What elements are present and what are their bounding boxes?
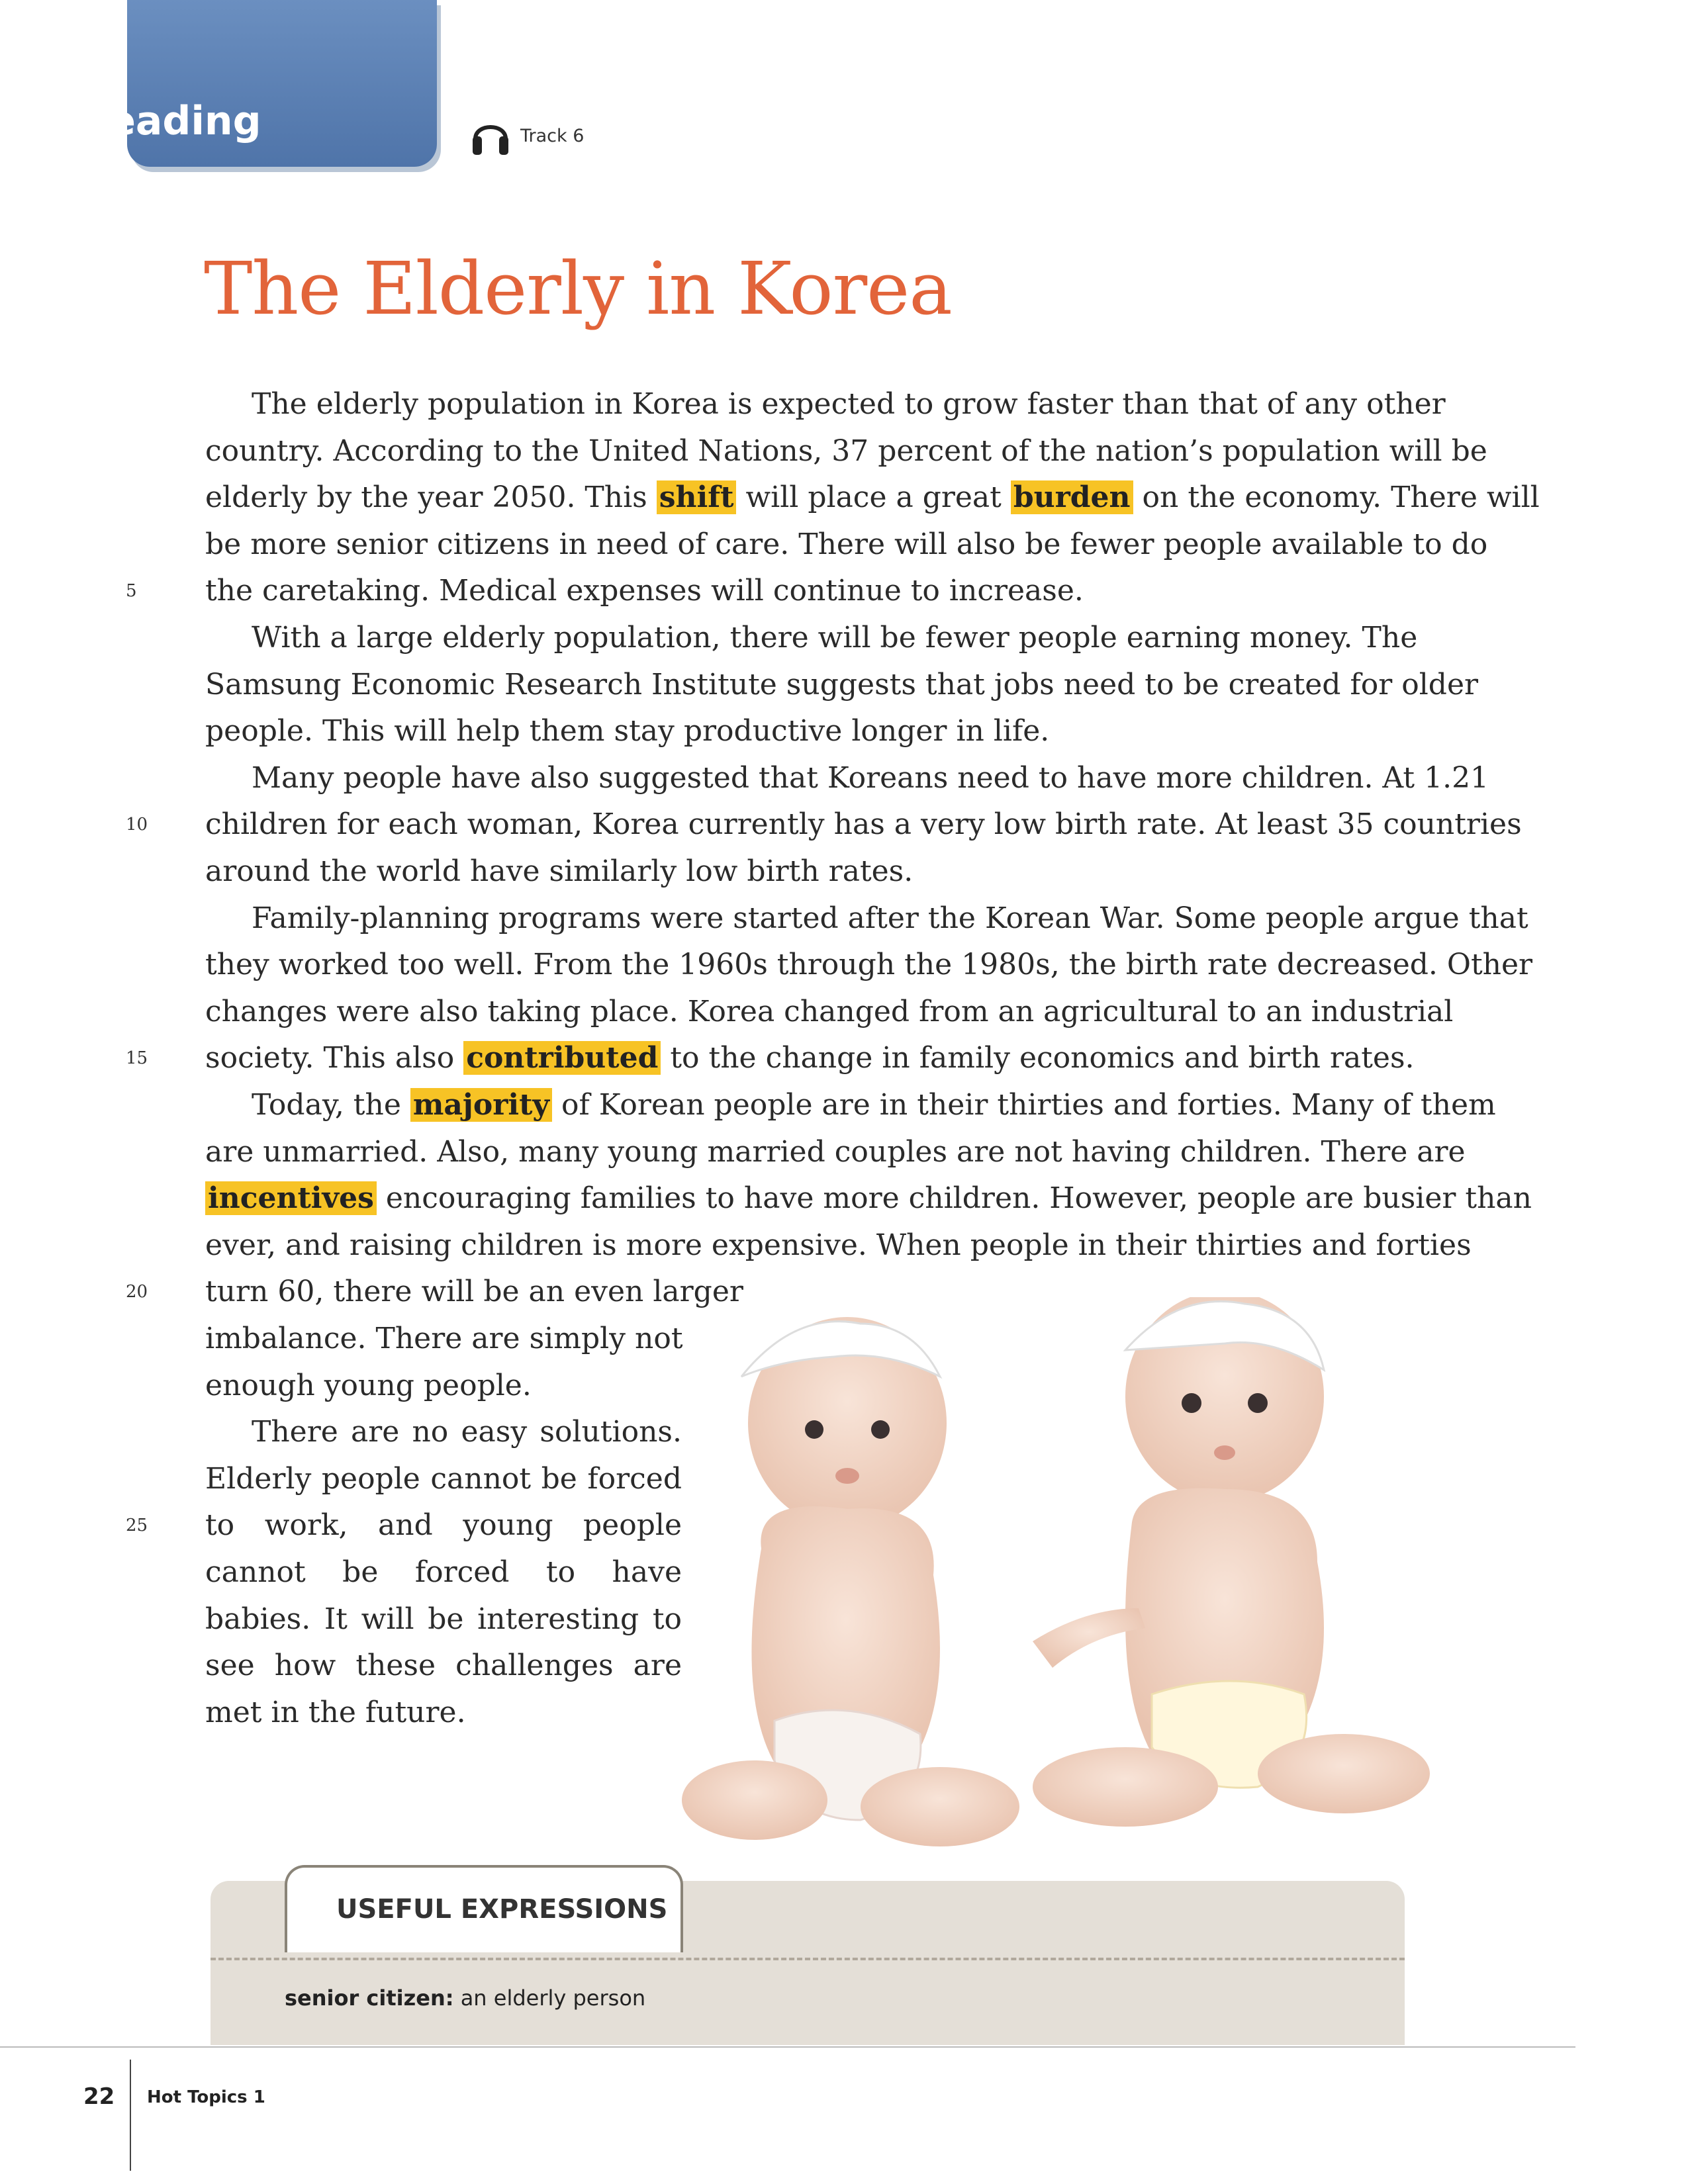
vocab-highlight: majority (410, 1088, 552, 1122)
footer-rule (0, 2046, 1575, 2048)
text-segment: children for each woman, Korea currently has a very low birth rate. At least 35 countries (205, 807, 1522, 841)
line-number: 15 (126, 1048, 148, 1068)
text-segment: of Korean people are in their thirties and forties. Many of them (551, 1088, 1496, 1122)
text-segment: elderly by the year 2050. This (205, 480, 657, 514)
expression-definition: an elderly person (453, 1985, 646, 2011)
audio-track[interactable] (470, 113, 584, 159)
text-line (205, 801, 1522, 848)
text-segment: be more senior citizens in need of care. There will also be fewer people available to do (205, 527, 1488, 561)
text-segment: Samsung Economic Research Institute suggests that jobs need to be created for older (205, 668, 1479, 702)
text-segment: to work, and young people (205, 1508, 682, 1542)
text-segment: ever, and raising children is more expensive. When people in their thirties and forties (205, 1228, 1472, 1262)
line-number: 25 (126, 1516, 148, 1535)
line-number: 20 (126, 1282, 148, 1302)
text-line (252, 1409, 682, 1455)
footer-separator (130, 2060, 131, 2171)
useful-expressions-heading: USEFUL EXPRESSIONS (336, 1894, 668, 1925)
line-number: 10 (126, 815, 148, 835)
text-line (205, 1549, 682, 1596)
text-segment: are unmarried. Also, many young married couples are not having children. There are (205, 1135, 1466, 1169)
text-line (205, 1222, 1472, 1269)
text-line (205, 848, 1405, 895)
text-segment: people. This will help them stay productive longer in life. (205, 714, 1050, 748)
text-segment: country. According to the United Nations, 37 percent of the nation’s population will be (205, 434, 1487, 468)
page-number: 22 (83, 2083, 115, 2110)
text-line (205, 1502, 682, 1549)
text-line (252, 895, 1528, 942)
text-segment: With a large elderly population, there will be fewer people earning money. The (252, 621, 1418, 655)
text-line (205, 1596, 682, 1643)
text-segment: encouraging families to have more children. However, people are busier than (376, 1181, 1532, 1215)
text-segment: Elderly people cannot be forced (205, 1462, 682, 1496)
vocab-highlight: incentives (205, 1181, 377, 1215)
vocab-highlight: shift (657, 480, 737, 514)
text-line (205, 1690, 682, 1736)
babies-photo (662, 1297, 1489, 1913)
text-segment: The elderly population in Korea is expected to grow faster than that of any other (252, 387, 1446, 421)
text-segment: Many people have also suggested that Koreans need to have more children. At 1.21 (252, 761, 1489, 795)
text-line (205, 1175, 1532, 1222)
text-segment: enough young people. (205, 1369, 532, 1402)
text-segment: cannot be forced to have (205, 1555, 682, 1589)
text-line (205, 522, 1488, 568)
expression-term: senior citizen: (285, 1985, 454, 2011)
text-line (252, 381, 1446, 428)
text-segment: turn 60, there will be an even larger (205, 1275, 743, 1308)
text-line (252, 1082, 1496, 1128)
text-line (205, 1129, 1466, 1175)
text-segment: imbalance. There are simply not (205, 1322, 683, 1355)
text-line (205, 428, 1487, 475)
section-label: Reading (78, 98, 261, 144)
text-segment: they worked too well. From the 1960s through the 1980s, the birth rate decreased. Other (205, 948, 1533, 981)
text-line (205, 662, 1479, 708)
book-title: Hot Topics 1 (147, 2087, 265, 2107)
text-line (205, 475, 1540, 521)
headphones-icon (470, 114, 511, 158)
text-segment: There are no easy solutions. (252, 1415, 682, 1449)
text-segment: babies. It will be interesting to (205, 1602, 682, 1636)
text-segment: society. This also (205, 1041, 464, 1075)
text-segment: met in the future. (205, 1696, 466, 1729)
line-number: 5 (126, 581, 137, 601)
text-segment: on the economy. There will (1133, 480, 1540, 514)
track-label: Track 6 (520, 125, 585, 146)
text-line (205, 1643, 682, 1689)
text-line (205, 989, 1454, 1035)
text-line (205, 1035, 1415, 1081)
text-line (205, 942, 1533, 988)
text-line (252, 755, 1489, 801)
text-segment: see how these challenges are (205, 1649, 682, 1682)
text-line (205, 1269, 743, 1315)
text-line (205, 708, 1405, 754)
text-segment: the caretaking. Medical expenses will continue to increase. (205, 574, 1084, 608)
text-segment: Family-planning programs were started after the Korean War. Some people argue that (252, 901, 1528, 935)
vocab-highlight: burden (1011, 480, 1133, 514)
divider (211, 1958, 1405, 1960)
text-line (252, 615, 1418, 661)
text-segment: around the world have similarly low birth rates. (205, 854, 914, 888)
vocab-highlight: contributed (463, 1041, 661, 1075)
text-segment: Today, the (252, 1088, 410, 1122)
expression-entry (285, 1985, 645, 2011)
text-segment: changes were also taking place. Korea changed from an agricultural to an industrial (205, 995, 1454, 1028)
article-title: The Elderly in Korea (204, 246, 952, 331)
text-segment: to the change in family economics and birth rates. (661, 1041, 1415, 1075)
text-line (205, 1456, 682, 1502)
text-segment: will place a great (736, 480, 1011, 514)
text-line (205, 1363, 682, 1409)
text-line (205, 568, 1405, 614)
text-line (205, 1316, 682, 1362)
